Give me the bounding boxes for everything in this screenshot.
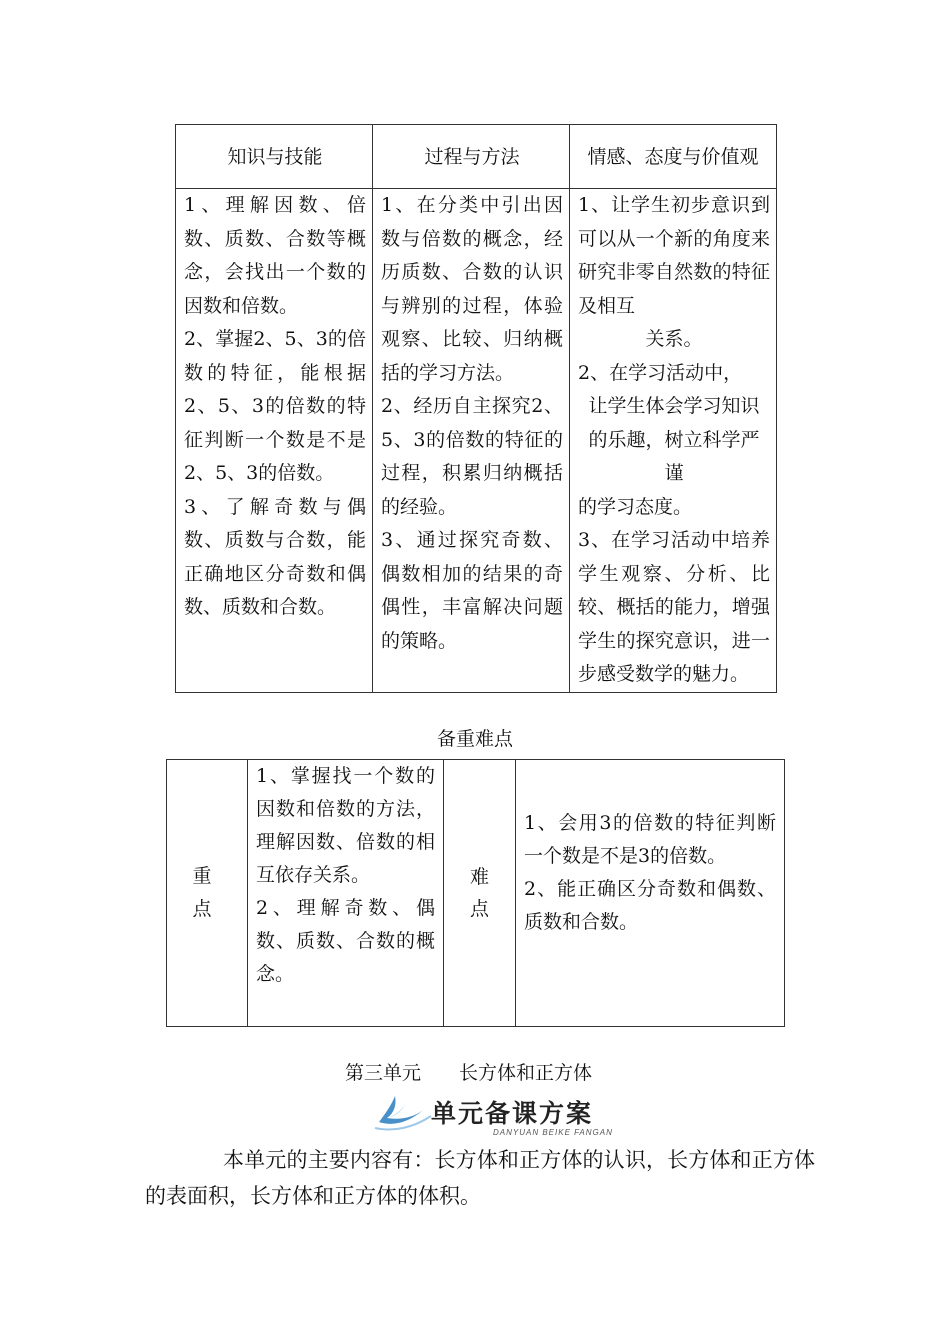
attitude-item: 1、让学生初步意识到可以从一个新的角度来研究非零自然数的特征及相互 bbox=[578, 194, 770, 317]
attitude-item: 让学生体会学习知识的乐趣，树立科学严谨 bbox=[588, 395, 760, 484]
knowledge-item: 2、掌握2、5、3的倍数的特征，能根据2、5、3的倍数的特征判断一个数是不是2、5、3的倍数。 bbox=[184, 328, 366, 484]
goals-table bbox=[175, 124, 777, 693]
attitude-cell bbox=[570, 189, 777, 693]
key-label: 重点 bbox=[167, 760, 248, 1027]
intro-paragraph: 本单元的主要内容有：长方体和正方体的认识，长方体和正方体的表面积，长方体和正方体的体积。 bbox=[145, 1148, 815, 1208]
difficult-label-text: 难点 bbox=[469, 866, 489, 920]
attitude-item: 的学习态度。 bbox=[578, 495, 693, 518]
bird-logo-icon bbox=[373, 1092, 433, 1132]
keypoints-heading: 备重难点 bbox=[436, 728, 513, 750]
keypoints-table bbox=[166, 759, 785, 1027]
difficult-item: 1、会用3的倍数的特征判断一个数是不是3的倍数。 bbox=[524, 812, 776, 867]
goals-body-row bbox=[176, 189, 777, 693]
key-item: 1、掌握找一个数的因数和倍数的方法，理解因数、倍数的相互依存关系。 bbox=[256, 765, 435, 886]
difficult-cell bbox=[516, 760, 785, 1027]
lesson-plan-banner bbox=[343, 1090, 643, 1140]
header-process: 过程与方法 bbox=[373, 125, 570, 189]
process-item: 3、通过探究奇数、偶数相加的结果的奇偶性，丰富解决问题的策略。 bbox=[381, 529, 563, 652]
process-item: 1、在分类中引出因数与倍数的概念，经历质数、合数的认识与辨别的过程，体验观察、比较、归纳概括的学习方法。 bbox=[381, 194, 563, 384]
goals-header-row bbox=[176, 125, 777, 189]
knowledge-item: 3、了解奇数与偶数、质数与合数，能正确地区分奇数和偶数、质数和合数。 bbox=[184, 495, 366, 618]
process-cell bbox=[373, 189, 570, 693]
difficult-item: 2、能正确区分奇数和偶数、质数和合数。 bbox=[524, 878, 776, 933]
header-knowledge: 知识与技能 bbox=[176, 125, 373, 189]
process-item: 2、经历自主探究2、5、3的倍数的特征的过程，积累归纳概括的经验。 bbox=[381, 395, 563, 518]
banner-dots-right bbox=[597, 1108, 643, 1120]
knowledge-cell bbox=[176, 189, 373, 693]
keypoints-row bbox=[167, 760, 785, 1027]
attitude-item: 3、在学习活动中培养学生观察、分析、比较、概括的能力，增强学生的探究意识，进一步感受数学的魅力。 bbox=[578, 529, 770, 685]
knowledge-item: 1、理解因数、倍数、质数、合数等概念，会找出一个数的因数和倍数。 bbox=[184, 194, 366, 317]
key-item: 2、理解奇数、偶数、质数、合数的概念。 bbox=[256, 897, 435, 985]
banner-title: 单元备课方案 bbox=[431, 1099, 594, 1128]
attitude-item: 2、在学习活动中， bbox=[578, 361, 743, 384]
header-attitude: 情感、态度与价值观 bbox=[570, 125, 777, 189]
banner-subtitle: DANYUAN BEIKE FANGAN bbox=[493, 1128, 613, 1137]
difficult-label bbox=[444, 760, 516, 1027]
unit-title: 第三单元 长方体和正方体 bbox=[345, 1062, 593, 1084]
key-cell bbox=[248, 760, 444, 1027]
attitude-item: 关系。 bbox=[645, 328, 703, 350]
